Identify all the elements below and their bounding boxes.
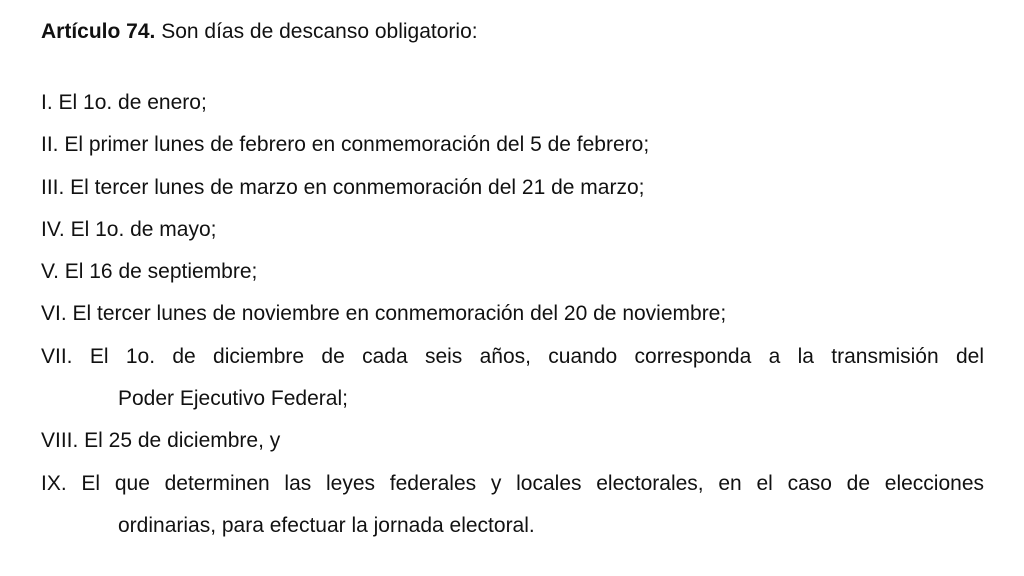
list-item-viii: VIII. El 25 de diciembre, y xyxy=(41,429,281,453)
list-item-vi: VI. El tercer lunes de noviembre en conmemoración del 20 de noviembre; xyxy=(41,302,727,326)
article-number: Artículo 74. xyxy=(41,20,156,43)
list-item-ix xyxy=(41,463,984,548)
list-item-vii-text: VII. El 1o. de diciembre de cada seis años, cuando corresponda a la transmisión del xyxy=(41,344,984,368)
document-body xyxy=(41,16,984,547)
rest-days-list xyxy=(41,82,984,547)
list-item-iv: IV. El 1o. de mayo; xyxy=(41,217,217,241)
list-item-vii xyxy=(41,336,984,421)
article-heading xyxy=(41,16,984,48)
list-item-vii-continuation: Poder Ejecutivo Federal; xyxy=(118,387,348,411)
list-item-ii: II. El primer lunes de febrero en conmemoración del 5 de febrero; xyxy=(41,133,650,157)
list-item-ix-text: IX. El que determinen las leyes federales y locales electorales, en el caso de elecciones xyxy=(41,471,984,495)
list-item-v: V. El 16 de septiembre; xyxy=(41,260,258,284)
list-item-ix-continuation: ordinarias, para efectuar la jornada electoral. xyxy=(118,513,535,537)
list-item-i: I. El 1o. de enero; xyxy=(41,91,207,114)
list-item-iii: III. El tercer lunes de marzo en conmemoración del 21 de marzo; xyxy=(41,175,645,199)
article-intro: Son días de descanso obligatorio: xyxy=(155,20,478,43)
